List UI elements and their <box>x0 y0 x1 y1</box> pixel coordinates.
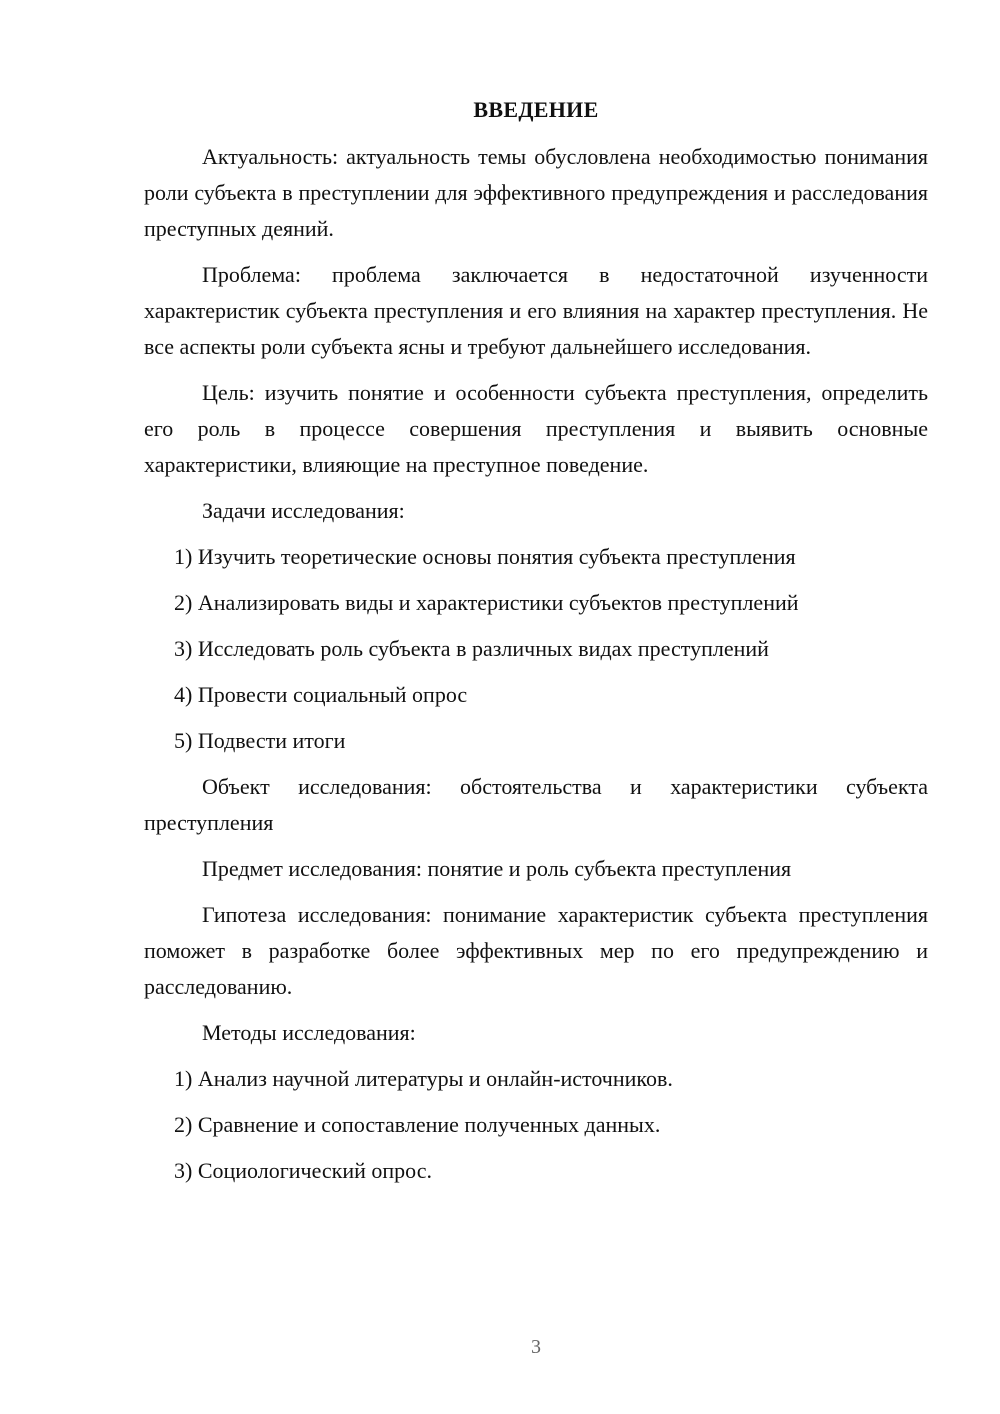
goal-paragraph: Цель: изучить понятие и особенности субъекта преступления, определить его роль в процессе совершения преступления и выявить основные характеристики, влияющие на преступное поведение. <box>144 380 928 477</box>
method-item-2: 2) Сравнение и сопоставление полученных данных. <box>174 1112 661 1137</box>
task-item-2: 2) Анализировать виды и характеристики субъектов преступлений <box>174 590 799 615</box>
task-item-3: 3) Исследовать роль субъекта в различных видах преступлений <box>174 636 769 661</box>
task-item-4: 4) Провести социальный опрос <box>174 682 468 707</box>
document-body <box>144 94 928 1199</box>
method-item-1: 1) Анализ научной литературы и онлайн-источников. <box>174 1066 673 1091</box>
tasks-heading: Задачи исследования: <box>202 498 405 523</box>
method-item-3: 3) Социологический опрос. <box>174 1158 432 1183</box>
hypothesis-paragraph: Гипотеза исследования: понимание характеристик субъекта преступления поможет в разработке более эффективных мер по его предупреждению и расследованию. <box>144 902 928 999</box>
page-number: 3 <box>531 1336 541 1358</box>
section-title: ВВЕДЕНИЕ <box>473 97 599 122</box>
subject-paragraph: Предмет исследования: понятие и роль субъекта преступления <box>202 856 792 881</box>
task-item-1: 1) Изучить теоретические основы понятия субъекта преступления <box>174 544 796 569</box>
task-item-5: 5) Подвести итоги <box>174 728 346 753</box>
problem-paragraph: Проблема: проблема заключается в недостаточной изученности характеристик субъекта преступления и его влияния на характер преступления. Не все аспекты роли субъекта ясны и требуют дальнейшего исследования. <box>144 262 928 359</box>
methods-heading: Методы исследования: <box>202 1020 416 1045</box>
relevance-paragraph: Актуальность: актуальность темы обусловлена необходимостью понимания роли субъекта в преступлении для эффективного предупреждения и расследования преступных деяний. <box>144 144 928 241</box>
object-paragraph: Объект исследования: обстоятельства и характеристики субъекта преступления <box>144 774 928 835</box>
